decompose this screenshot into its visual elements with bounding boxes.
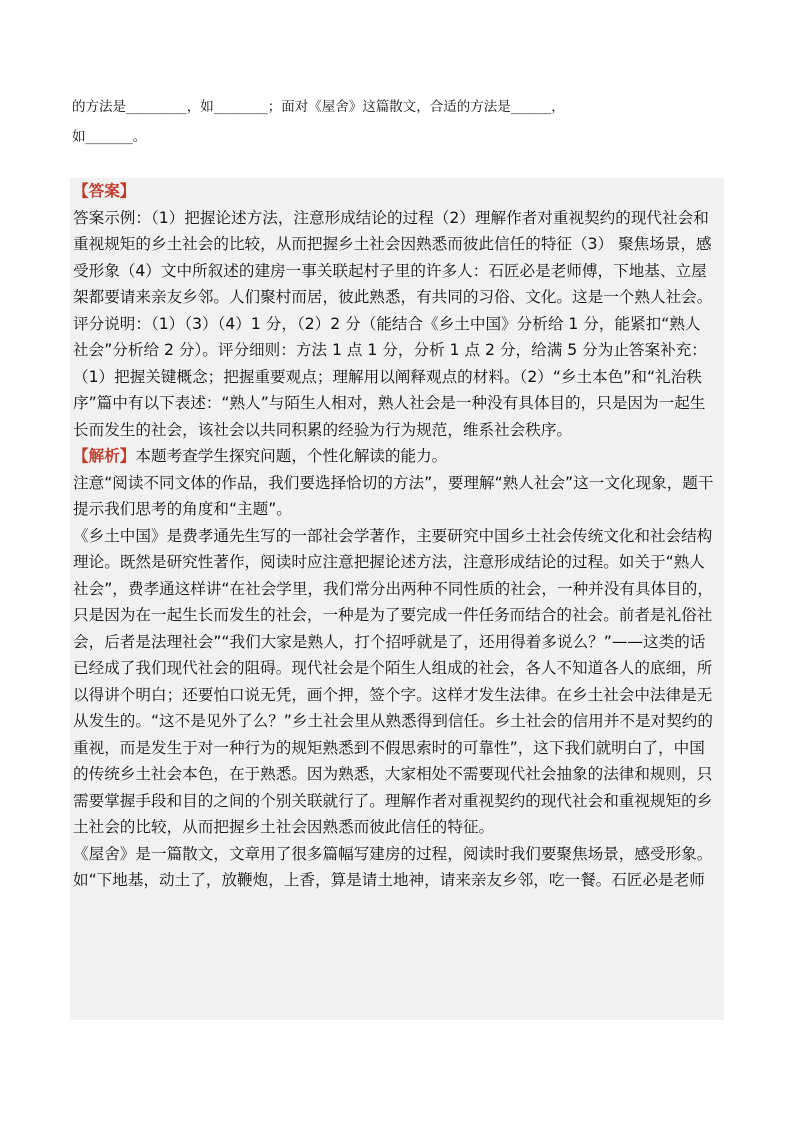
analysis-line: 会，后者是法理社会”“我们大家是熟人，打个招呼就是了，还用得着多说么？”——这类的话: [73, 632, 706, 651]
analysis-line: 土社会的比较，从而把握乡土社会因熟悉而彼此信任的特征。: [73, 818, 495, 836]
analysis-line: 社会”，费孝通这样讲“在社会学里，我们常分出两种不同性质的社会，一种并没有具体目的，: [73, 579, 713, 598]
answer-line: 社会”分析给 2 分）。评分细则：方法 1 点 1 分，分析 1 点 2 分，给满 5 分为止答案补充：: [73, 341, 707, 359]
analysis-line: 需要掌握手段和目的之间的个别关联就行了。理解作者对重视契约的现代社会和重视规矩的乡: [73, 791, 713, 810]
analysis-line: 从发生的。“这不是见外了么？”乡土社会里从熟悉得到信任。乡土社会的信用并不是对契约的: [73, 712, 713, 730]
analysis-line: 的传统乡土社会本色，在于熟悉。因为熟悉，大家相处不需要现代社会抽象的法律和规则，只: [73, 765, 713, 783]
question-line-2: 如_______。: [72, 129, 147, 145]
analysis-tag: 【解析】: [73, 447, 136, 465]
analysis-line: 已经成了我们现代社会的阻碍。现代社会是个陌生人组成的社会，各人不知道各人的底细，所: [73, 659, 713, 677]
analysis-line: 注意“阅读不同文体的作品，我们要选择恰切的方法”，要理解“熟人社会”这一文化现象，题干: [73, 473, 714, 492]
analysis-line: 《屋舍》是一篇散文，文章用了很多篇幅写建房的过程，阅读时我们要聚焦场景，感受形象。: [73, 844, 713, 863]
analysis-line: 提示我们思考的角度和“主题”。: [73, 500, 292, 518]
analysis-line: 如“下地基，动土了，放鞭炮，上香，算是请土地神，请来亲友乡邻，吃一餐。石匠必是老师: [73, 871, 705, 889]
analysis-heading: [73, 443, 722, 470]
answer-heading: [73, 178, 722, 205]
question-continuation: [72, 92, 732, 152]
analysis-line: 只是因为在一起生长而发生的社会，一种是为了要完成一件任务而结合的社会。前者是礼俗社: [73, 606, 713, 624]
analysis-line: 以得讲个明白；还要怕口说无凭，画个押，签个字。这样才发生法律。在乡土社会中法律是无: [73, 685, 713, 704]
analysis-line: 《乡土中国》是费孝通先生写的一部社会学著作，主要研究中国乡土社会传统文化和社会结构: [73, 526, 713, 545]
analysis-first-line: 本题考查学生探究问题，个性化解读的能力。: [135, 447, 448, 465]
answer-line: 答案示例：（1）把握论述方法，注意形成结论的过程（2）理解作者对重视契约的现代社会和: [73, 208, 709, 227]
answer-line: 长而发生的社会，该社会以共同积累的经验为行为规范，维系社会秩序。: [73, 420, 573, 439]
answer-line: 重视规矩的乡土社会的比较，从而把握乡土社会因熟悉而彼此信任的特征（3） 聚焦场景，感: [73, 235, 712, 253]
analysis-line: 重视，而是发生于对一种行为的规矩熟悉到不假思索时的可靠性”，这下我们就明白了，中国: [73, 738, 705, 757]
question-line-1: 的方法是_________，如________；面对《屋舍》这篇散文，合适的方法是______，: [72, 99, 565, 115]
answer-line: 序”篇中有以下表述：“熟人”与陌生人相对，熟人社会是一种没有具体目的，只是因为一起生: [73, 394, 706, 412]
answer-line: 架都要请来亲友乡邻。人们聚村而居，彼此熟悉，有共同的习俗、文化。这是一个熟人社会。: [73, 288, 713, 306]
answer-tag: 【答案】: [73, 182, 136, 200]
answer-analysis-section: [70, 178, 724, 1020]
answer-line: （1）把握关键概念；把握重要观点；理解用以阐释观点的材料。（2）“乡土本色”和“礼治秩: [73, 367, 702, 386]
answer-line: 受形象（4）文中所叙述的建房一事关联起村子里的许多人：石匠必是老师傅，下地基、立屋: [73, 261, 707, 280]
analysis-line: 理论。既然是研究性著作，阅读时应注意把握论述方法，注意形成结论的过程。如关于“熟人: [73, 553, 705, 571]
answer-line: 评分说明：（1）（3）（4）1 分，（2）2 分（能结合《乡土中国》分析给 1 分，能紧扣“熟人: [73, 314, 701, 333]
